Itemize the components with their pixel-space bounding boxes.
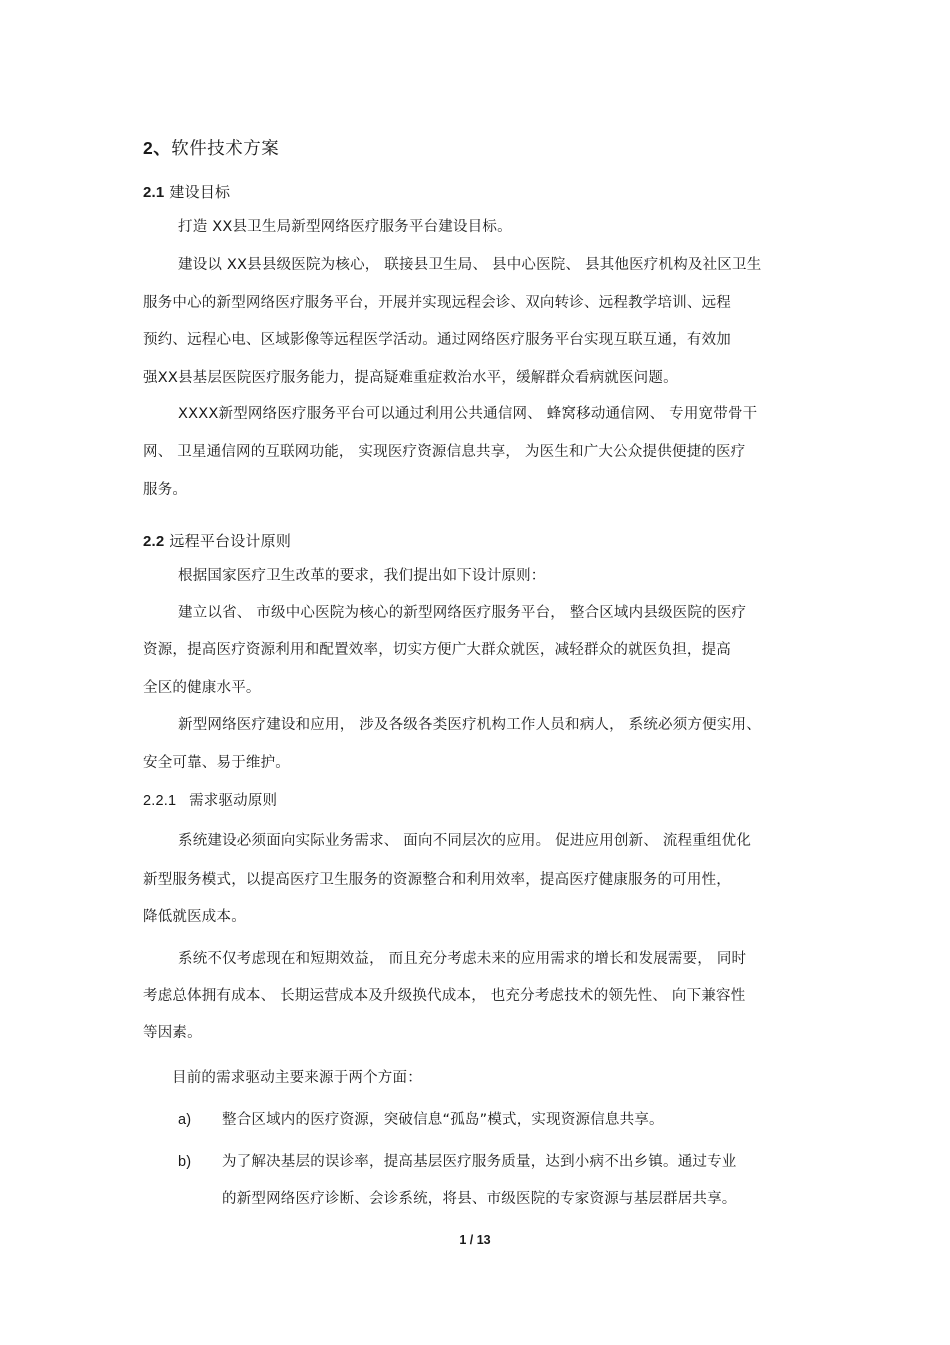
section-title: 软件技术方案	[171, 139, 280, 159]
paragraph-line: 全区的健康水平。	[143, 680, 261, 696]
paragraph-line: 根据国家医疗卫生改革的要求，我们提出如下设计原则：	[178, 568, 546, 584]
subsubsection-title: 需求驱动原则	[189, 793, 278, 809]
subsection-number: 2.1	[143, 184, 165, 201]
subsection-number: 2.2	[143, 533, 165, 550]
subsection-heading-2-2	[143, 531, 291, 552]
paragraph-line: 等因素。	[143, 1025, 202, 1041]
section-heading	[143, 138, 279, 159]
section-number: 2、	[143, 138, 172, 158]
paragraph-line: 系统建设必须面向实际业务需求、 面向不同层次的应用。 促进应用创新、 流程重组优化	[178, 833, 752, 849]
paragraph-line: 新型服务模式，以提高医疗卫生服务的资源整合和利用效率，提高医疗健康服务的可用性，	[143, 872, 731, 888]
paragraph-line: 服务中心的新型网络医疗服务平台，开展并实现远程会诊、双向转诊、远程教学培训、远程	[143, 295, 731, 311]
subsubsection-number: 2.2.1	[143, 793, 177, 809]
subsubsection-heading-2-2-1	[143, 791, 277, 811]
paragraph-line: 预约、远程心电、区域影像等远程医学活动。通过网络医疗服务平台实现互联互通，有效加	[143, 332, 731, 348]
paragraph-line: 建立以省、 市级中心医院为核心的新型网络医疗服务平台， 整合区域内县级医院的医疗	[178, 605, 747, 621]
paragraph-line: XXXX新型网络医疗服务平台可以通过利用公共通信网、 蜂窝移动通信网、 专用宽带骨干	[178, 406, 758, 422]
list-item: 的新型网络医疗诊断、会诊系统，将县、市级医院的专家资源与基层群居共享。	[222, 1191, 737, 1207]
paragraph-line: 降低就医成本。	[143, 909, 246, 925]
paragraph-line: 强XX县基层医院医疗服务能力，提高疑难重症救治水平，缓解群众看病就医问题。	[143, 370, 678, 386]
paragraph-line: 新型网络医疗建设和应用， 涉及各级各类医疗机构工作人员和病人， 系统必须方便实用、	[178, 717, 761, 733]
subsection-heading-2-1	[143, 182, 230, 203]
paragraph-line: 目前的需求驱动主要来源于两个方面：	[172, 1070, 422, 1086]
page-number: 1 / 13	[459, 1233, 491, 1247]
subsection-title: 远程平台设计原则	[169, 532, 292, 550]
list-item: 整合区域内的医疗资源，突破信息“孤岛”模式，实现资源信息共享。	[222, 1112, 664, 1128]
list-marker: b)	[178, 1154, 192, 1170]
list-marker: a)	[178, 1112, 192, 1128]
list-item: 为了解决基层的误诊率，提高基层医疗服务质量，达到小病不出乡镇。通过专业	[222, 1154, 737, 1170]
paragraph-line: 服务。	[143, 482, 188, 498]
paragraph-line: 打造 XX县卫生局新型网络医疗服务平台建设目标。	[178, 219, 512, 235]
paragraph-line: 建设以 XX县县级医院为核心， 联接县卫生局、 县中心医院、 县其他医疗机构及社区卫生	[178, 257, 762, 273]
paragraph-line: 系统不仅考虑现在和短期效益， 而且充分考虑未来的应用需求的增长和发展需要， 同时	[178, 951, 747, 967]
paragraph-line: 安全可靠、易于维护。	[143, 755, 290, 771]
paragraph-line: 考虑总体拥有成本、 长期运营成本及升级换代成本， 也充分考虑技术的领先性、 向下兼容性	[143, 988, 746, 1004]
subsection-title: 建设目标	[169, 183, 231, 201]
paragraph-line: 资源，提高医疗资源利用和配置效率，切实方便广大群众就医，减轻群众的就医负担，提高	[143, 642, 731, 658]
paragraph-line: 网、 卫星通信网的互联网功能， 实现医疗资源信息共享， 为医生和广大公众提供便捷的医疗	[143, 444, 746, 460]
